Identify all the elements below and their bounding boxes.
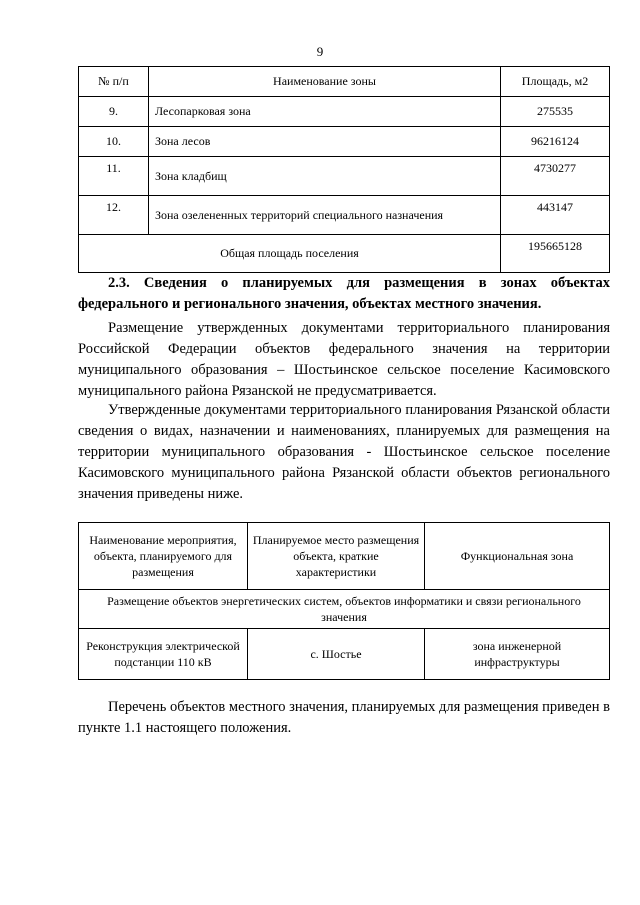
- column-header-place: Планируемое место размещения объекта, краткие характеристики: [248, 523, 425, 590]
- table-row: [79, 97, 610, 127]
- zone-area: 275535: [501, 97, 610, 127]
- row-number: 10.: [79, 127, 149, 157]
- column-header-number: № п/п: [79, 67, 149, 97]
- objects-table: [78, 522, 610, 680]
- zone-area: 443147: [501, 196, 610, 235]
- zone-name: Зона кладбищ: [149, 157, 501, 196]
- table-total-row: [79, 235, 610, 273]
- zone-name: Лесопарковая зона: [149, 97, 501, 127]
- row-number: 9.: [79, 97, 149, 127]
- zone-name: Зона лесов: [149, 127, 501, 157]
- zone-area: 4730277: [501, 157, 610, 196]
- table-row: [79, 629, 610, 680]
- row-number: 11.: [79, 157, 149, 196]
- paragraph-federal: Размещение утвержденных документами территориального планирования Российской Федерации объектов федерального значения на территории муниципального образования – Шостьинское сельское поселение Касимовского муниципального района Рязанской не предусматривается.: [78, 320, 610, 399]
- object-place: с. Шостье: [248, 629, 425, 680]
- subheader-energy-systems: Размещение объектов энергетических систем, объектов информатики и связи регионального значения: [79, 590, 610, 629]
- table-subheader-row: [79, 590, 610, 629]
- total-label: Общая площадь поселения: [79, 235, 501, 273]
- object-name: Реконструкция электрической подстанции 110 кВ: [79, 629, 248, 680]
- row-number: 12.: [79, 196, 149, 235]
- section-heading: 2.3. Сведения о планируемых для размещения в зонах объектах федерального и регионального значения, объектах местного значения.: [78, 275, 610, 312]
- page-number: 9: [316, 44, 324, 59]
- paragraph-local: Перечень объектов местного значения, планируемых для размещения приведен в пункте 1.1 настоящего положения.: [78, 699, 610, 736]
- column-header-area: Площадь, м2: [501, 67, 610, 97]
- column-header-zone-name: Наименование зоны: [149, 67, 501, 97]
- zone-name: Зона озелененных территорий специального назначения: [149, 196, 501, 235]
- column-header-zone: Функциональная зона: [425, 523, 610, 590]
- column-header-object: Наименование мероприятия, объекта, планируемого для размещения: [79, 523, 248, 590]
- zones-table: [78, 66, 610, 273]
- object-zone: зона инженерной инфраструктуры: [425, 629, 610, 680]
- total-area: 195665128: [501, 235, 610, 273]
- table-header-row: [79, 523, 610, 590]
- table-row: [79, 157, 610, 196]
- paragraph-regional: Утвержденные документами территориального планирования Рязанской области сведения о видах, назначении и наименованиях, планируемых для размещения на территории муниципального образования - Шостьинское сельское поселение Касимовского муниципального района Рязанской области объектов регионального значения приведены ниже.: [78, 402, 610, 502]
- table-header-row: [79, 67, 610, 97]
- zone-area: 96216124: [501, 127, 610, 157]
- table-row: [79, 196, 610, 235]
- table-row: [79, 127, 610, 157]
